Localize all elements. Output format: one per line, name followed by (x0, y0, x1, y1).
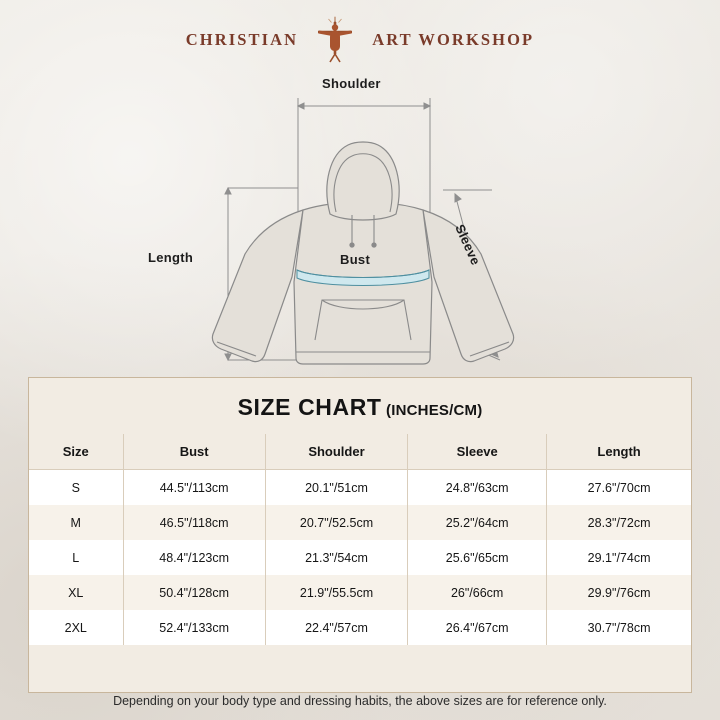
table-row (29, 540, 691, 575)
table-row (29, 470, 691, 506)
cell-shoulder: 21.9"/55.5cm (265, 575, 407, 610)
size-chart-footnote: Depending on your body type and dressing habits, the above sizes are for reference only. (113, 694, 607, 708)
cell-sleeve: 25.6"/65cm (408, 540, 547, 575)
hoodie-measurement-diagram (0, 72, 720, 377)
cell-bust: 52.4"/133cm (123, 610, 265, 645)
cell-shoulder: 20.1"/51cm (265, 470, 407, 506)
size-chart-title (29, 378, 691, 421)
cell-length: 29.9"/76cm (587, 585, 651, 600)
cell-sleeve: 26"/66cm (408, 575, 547, 610)
table-row (29, 575, 691, 610)
cell-sleeve: 25.2"/64cm (408, 505, 547, 540)
cell-length: 30.7"/78cm (587, 620, 651, 635)
table-header-row (29, 434, 691, 470)
column-header-bust: Bust (123, 434, 265, 470)
size-chart-card (28, 377, 692, 693)
column-header-length: Length (547, 434, 691, 470)
column-header-sleeve: Sleeve (408, 434, 547, 470)
cell-sleeve: 24.8"/63cm (408, 470, 547, 506)
cell-length: 29.1"/74cm (587, 550, 651, 565)
cell-sleeve: 26.4"/67cm (408, 610, 547, 645)
cell-size: 2XL (29, 610, 123, 645)
table-row (29, 610, 691, 645)
label-shoulder: Shoulder (322, 76, 381, 91)
cell-size: M (29, 505, 123, 540)
cell-size: S (29, 470, 123, 506)
cell-shoulder: 21.3"/54cm (265, 540, 407, 575)
cell-length: 27.6"/70cm (587, 480, 651, 495)
crucifix-icon (308, 14, 362, 66)
brand-name-right: ART WORKSHOP (372, 30, 535, 49)
table-row (29, 505, 691, 540)
brand-header (0, 14, 720, 66)
cell-bust: 44.5"/113cm (123, 470, 265, 506)
column-header-shoulder: Shoulder (265, 434, 407, 470)
label-sleeve: Sleeve (452, 222, 484, 268)
size-chart-title-units: (INCHES/CM) (386, 402, 483, 419)
column-header-size: Size (29, 434, 123, 470)
cell-shoulder: 20.7"/52.5cm (265, 505, 407, 540)
cell-bust: 46.5"/118cm (123, 505, 265, 540)
cell-length: 28.3"/72cm (587, 515, 651, 530)
cell-shoulder: 22.4"/57cm (265, 610, 407, 645)
cell-bust: 50.4"/128cm (123, 575, 265, 610)
size-chart-title-main: SIZE CHART (237, 394, 382, 420)
cell-size: L (29, 540, 123, 575)
hoodie-outline-icon (0, 72, 720, 377)
cell-size: XL (29, 575, 123, 610)
cell-bust: 48.4"/123cm (123, 540, 265, 575)
brand-name-left: CHRISTIAN (185, 30, 299, 49)
label-length: Length (148, 250, 194, 265)
size-chart-table (29, 434, 691, 645)
label-bust: Bust (340, 252, 371, 267)
